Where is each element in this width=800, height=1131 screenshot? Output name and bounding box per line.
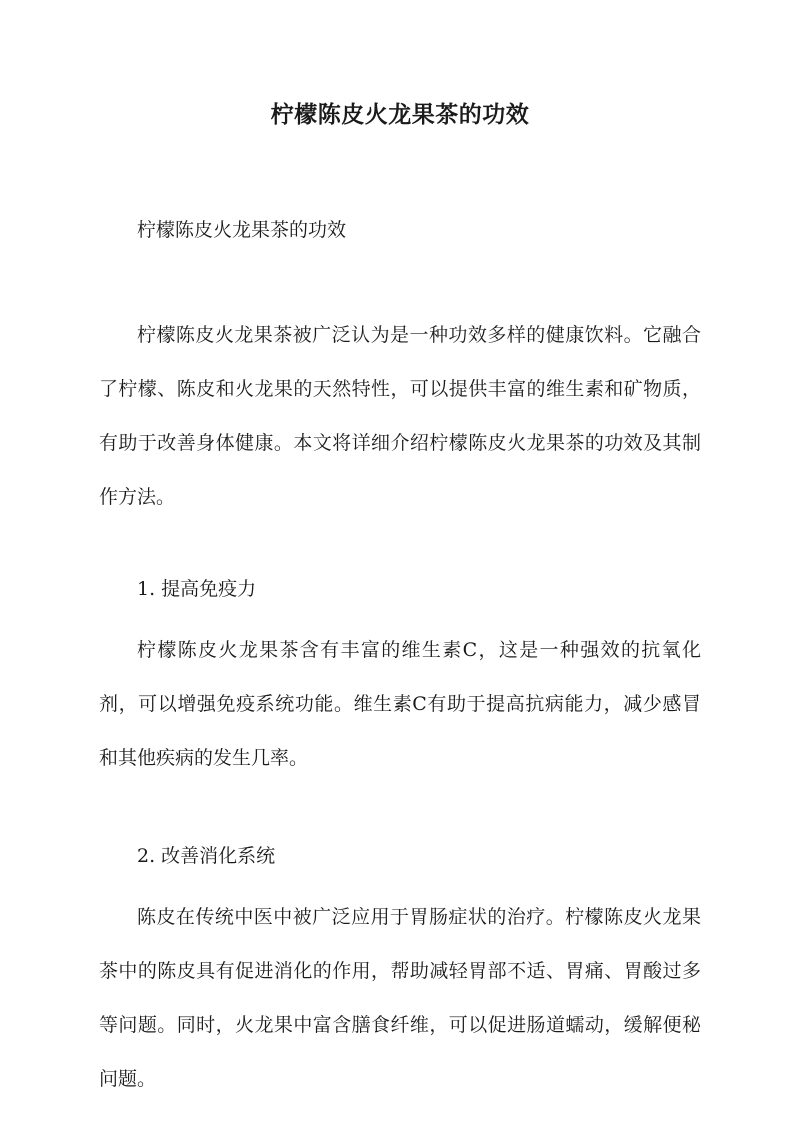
document-subtitle: 柠檬陈皮火龙果茶的功效 — [137, 219, 347, 241]
intro-paragraph: 柠檬陈皮火龙果茶被广泛认为是一种功效多样的健康饮料。它融合了柠檬、陈皮和火龙果的天然特性，可以提供丰富的维生素和矿物质，有助于改善身体健康。本文将详细介绍柠檬陈皮火龙果茶的功效及其制作方法。 — [99, 324, 701, 508]
section-body-digestion: 陈皮在传统中医中被广泛应用于胃肠症状的治疗。柠檬陈皮火龙果茶中的陈皮具有促进消化的作用，帮助减轻胃部不适、胃痛、胃酸过多等问题。同时，火龙果中富含膳食纤维，可以促进肠道蠕动，缓解便秘问题。 — [99, 906, 701, 1090]
section-heading-immunity: 1. 提高免疫力 — [137, 578, 257, 600]
section-heading-digestion: 2. 改善消化系统 — [137, 845, 276, 867]
page-title: 柠檬陈皮火龙果茶的功效 — [270, 101, 530, 128]
section-body-immunity: 柠檬陈皮火龙果茶含有丰富的维生素C，这是一种强效的抗氧化剂，可以增强免疫系统功能。维生素C有助于提高抗病能力，减少感冒和其他疾病的发生几率。 — [99, 639, 701, 769]
